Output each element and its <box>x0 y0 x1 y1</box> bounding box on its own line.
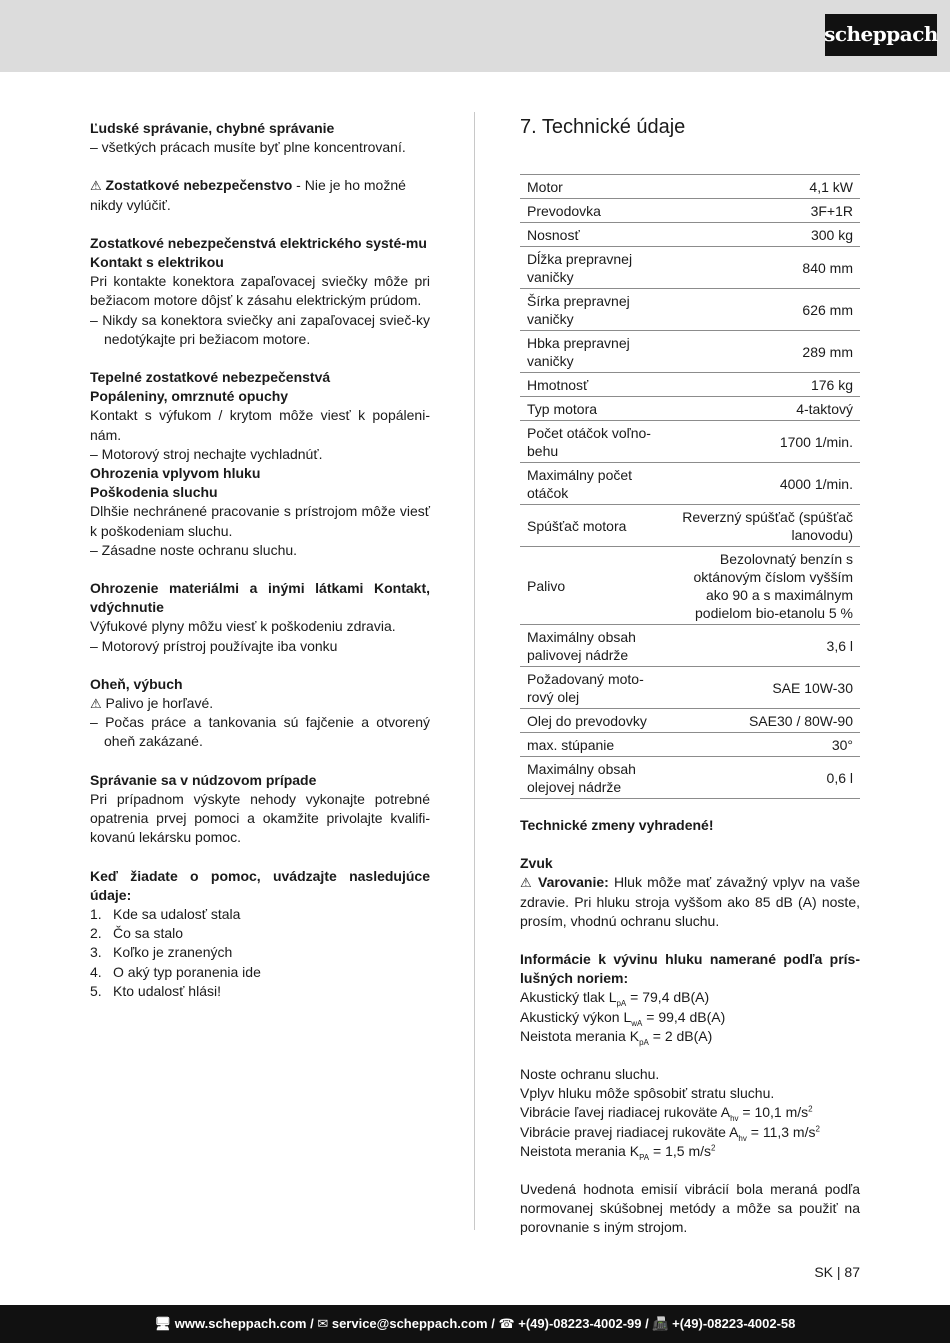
spec-key: max. stúpanie <box>520 733 674 757</box>
sound-pressure: Akustický tlak $L_{pA} = 79,4$ dB(A) <box>520 989 710 1009</box>
page-number: SK | 87 <box>814 1264 860 1280</box>
spec-row <box>520 709 860 733</box>
vibration-uncertainty: Neistota merania $K_{PA} = 1,5$ $m/s^2$ <box>520 1142 716 1162</box>
list-number: 4. <box>90 963 102 980</box>
spec-key: Spúšťač motora <box>520 505 674 547</box>
footer-fax: +(49)-08223-4002-58 <box>668 1316 796 1332</box>
footer-web[interactable]: www.scheppach.com / <box>171 1316 318 1332</box>
heat-item: – Motorový stroj nechajte vychladnúť. <box>90 445 323 462</box>
spec-key: Motor <box>520 175 674 199</box>
column-divider <box>474 112 475 1230</box>
spec-key: Prevodovka <box>520 199 674 223</box>
spec-value: 4-taktový <box>674 397 860 421</box>
scheppach-logo: scheppach <box>825 14 937 56</box>
spec-row <box>520 667 860 709</box>
list-item <box>90 943 430 962</box>
emergency-text: Pri prípadnom výskyte nehody vykonajte potrebné opatrenia prvej pomoci a okamžite privolajte kvalifi-kovanú lekársku pomoc. <box>90 790 430 846</box>
computer-icon: 🖥 <box>154 1316 172 1332</box>
spec-value: SAE 10W-30 <box>674 667 860 709</box>
footer-phone: +(49)-08223-4002-99 / <box>514 1316 653 1332</box>
spec-row <box>520 547 860 625</box>
spec-key: Maximálny obsah olejovej nádrže <box>520 757 674 799</box>
spec-value: Reverzný spúšťač (spúšťač lanovodu) <box>674 505 860 547</box>
spec-value: 626 mm <box>674 289 860 331</box>
help-list <box>90 905 430 1001</box>
section-title: 7. Technické údaje <box>520 116 686 138</box>
list-text: Koľko je zranených <box>113 944 233 961</box>
mat-text: Výfukové plyny môžu viesť k poškodeniu zdravia. <box>90 618 396 635</box>
sound-power: Akustický výkon $L_{wA} = 99,4$ dB(A) <box>520 1008 726 1028</box>
spec-value: 840 mm <box>674 247 860 289</box>
noise-title: Ohrozenia vplyvom hluku <box>90 465 261 482</box>
spec-row <box>520 757 860 799</box>
warning-icon: ⚠ <box>90 178 102 194</box>
spec-row <box>520 331 860 373</box>
warning-icon: ⚠ <box>520 875 533 891</box>
spec-value: Bezolovnatý benzín s oktánovým číslom vyšším ako 90 a s maximálnym podielom bio-etanolu 5 % <box>674 547 860 625</box>
mat-item: – Motorový prístroj používajte iba vonku <box>90 637 338 654</box>
spec-value: 1700 1/min. <box>674 421 860 463</box>
fire-warning <box>90 694 430 713</box>
sound-warning <box>520 873 860 931</box>
heat-sub: Popáleniny, omrznuté opuchy <box>90 388 289 405</box>
spec-value: 4,1 kW <box>674 175 860 199</box>
spec-key: Palivo <box>520 547 674 625</box>
left-column <box>90 119 430 1001</box>
noise-sub: Poškodenia sluchu <box>90 484 218 501</box>
elec-title: Zostatkové nebezpečenstvá elektrického systé-mu <box>90 234 427 251</box>
spec-row <box>520 421 860 463</box>
spec-row <box>520 175 860 199</box>
spec-row <box>520 199 860 223</box>
warning-icon: ⚠ <box>90 696 102 712</box>
spec-row <box>520 625 860 667</box>
elec-item: – Nikdy sa konektora sviečky ani zapaľovacej svieč-ky nedotýkajte pri bežiacom motore. <box>90 311 430 347</box>
fire-warning-text: Palivo je horľavé. <box>101 695 214 712</box>
wear-protection: Noste ochranu sluchu. <box>520 1066 660 1083</box>
spec-key: Typ motora <box>520 397 674 421</box>
technical-changes-note: Technické zmeny vyhradené! <box>520 817 714 833</box>
hearing-loss: Vplyv hluku môže spôsobiť stratu sluchu. <box>520 1085 775 1102</box>
heat-title: Tepelné zostatkové nebezpečenstvá <box>90 369 331 386</box>
list-item <box>90 924 430 943</box>
noise-info-title: Informácie k vývinu hluku namerané podľa prís-lušných noriem: <box>520 951 860 987</box>
spec-value: 289 mm <box>674 331 860 373</box>
list-text: O aký typ poranenia ide <box>113 963 261 980</box>
fire-title: Oheň, výbuch <box>90 675 183 692</box>
mat-title: Ohrozenie materiálmi a inými látkami Kontakt, vdýchnutie <box>90 580 430 616</box>
spec-value: SAE30 / 80W-90 <box>674 709 860 733</box>
spec-key: Počet otáčok voľno-behu <box>520 421 674 463</box>
list-item <box>90 905 430 924</box>
spec-row <box>520 463 860 505</box>
residual-text: - Nie je ho možné nikdy vylúčiť. <box>90 177 406 213</box>
noise-uncertainty: Neistota merania $K_{pA} = 2$ dB(A) <box>520 1027 713 1047</box>
heat-text: Kontakt s výfukom / krytom môže viesť k popáleni-nám. <box>90 407 430 443</box>
spec-value: 3,6 l <box>674 625 860 667</box>
elec-text: Pri kontakte konektora zapaľovacej sviečky môže pri bežiacom motore dôjsť k zásahu elektrickým prúdom. <box>90 273 430 309</box>
spec-key: Dĺžka prepravnej vaničky <box>520 247 674 289</box>
spec-key: Šírka prepravnej vaničky <box>520 289 674 331</box>
sound-warning-text: Hluk môže mať závažný vplyv na vaše zdravie. Pri hluku stroja vyššom ako 85 dB (A) noste, prosím, vhodnú ochranu sluchu. <box>520 874 860 929</box>
spec-row <box>520 247 860 289</box>
spec-row <box>520 733 860 757</box>
residual-paragraph <box>90 176 430 214</box>
spec-row <box>520 373 860 397</box>
noise-item: – Zásadne noste ochranu sluchu. <box>90 541 298 558</box>
spec-value: 4000 1/min. <box>674 463 860 505</box>
behavior-item: – všetkých prácach musíte byť plne koncentrovaní. <box>90 139 406 156</box>
behavior-title: Ľudské správanie, chybné správanie <box>90 120 335 136</box>
spec-value: 300 kg <box>674 223 860 247</box>
vibration-left: Vibrácie ľavej riadiacej rukoväte $A_{hv} = 10,1$ $m/s^2$ <box>520 1104 813 1124</box>
list-text: Čo sa stalo <box>113 925 184 942</box>
spec-key: Hbka prepravnej vaničky <box>520 331 674 373</box>
spec-key: Nosnosť <box>520 223 674 247</box>
right-column <box>520 112 860 1238</box>
spec-value: 30° <box>674 733 860 757</box>
fire-item: – Počas práce a tankovania sú fajčenie a otvorený oheň zakázané. <box>90 714 430 750</box>
spec-row <box>520 289 860 331</box>
residual-label: Zostatkové nebezpečenstvo <box>105 177 293 194</box>
header-band <box>0 0 950 72</box>
list-number: 1. <box>90 905 102 922</box>
spec-value: 176 kg <box>674 373 860 397</box>
phone-icon: ☎ <box>498 1316 515 1332</box>
list-number: 3. <box>90 944 102 961</box>
spec-key: Hmotnosť <box>520 373 674 397</box>
list-number: 2. <box>90 925 102 942</box>
spec-table <box>520 174 860 799</box>
spec-key: Olej do prevodovky <box>520 709 674 733</box>
footer <box>0 1305 950 1343</box>
spec-row <box>520 223 860 247</box>
spec-key: Maximálny počet otáčok <box>520 463 674 505</box>
sound-title: Zvuk <box>520 855 553 872</box>
list-number: 5. <box>90 982 102 999</box>
elec-sub: Kontakt s elektrikou <box>90 254 224 271</box>
emergency-title: Správanie sa v núdzovom prípade <box>90 771 317 788</box>
spec-row <box>520 397 860 421</box>
list-text: Kto udalosť hlási! <box>113 982 221 999</box>
list-item <box>90 963 430 982</box>
spec-value: 3F+1R <box>674 199 860 223</box>
spec-key: Požadovaný moto-rový olej <box>520 667 674 709</box>
spec-row <box>520 505 860 547</box>
vibration-right: Vibrácie pravej riadiacej rukoväte $A_{hv} = 11,3$ $m/s^2$ <box>520 1123 820 1143</box>
list-item <box>90 982 430 1001</box>
list-text: Kde sa udalosť stala <box>113 905 241 922</box>
help-title: Keď žiadate o pomoc, uvádzajte nasledujúce údaje: <box>90 867 430 903</box>
vibration-note: Uvedená hodnota emisií vibrácií bola meraná podľa normovanej skúšobnej metódy a môže sa použiť na porovnanie s iným strojom. <box>520 1181 860 1236</box>
footer-mail[interactable]: service@scheppach.com / <box>328 1316 499 1332</box>
sound-warning-label: Varovanie: <box>532 874 609 891</box>
spec-value: 0,6 l <box>674 757 860 799</box>
fax-icon: 📠 <box>652 1316 669 1332</box>
noise-text: Dlhšie nechránené pracovanie s prístrojom môže viesť k poškodeniam sluchu. <box>90 503 430 539</box>
mail-icon: ✉ <box>317 1316 329 1332</box>
spec-key: Maximálny obsah palivovej nádrže <box>520 625 674 667</box>
